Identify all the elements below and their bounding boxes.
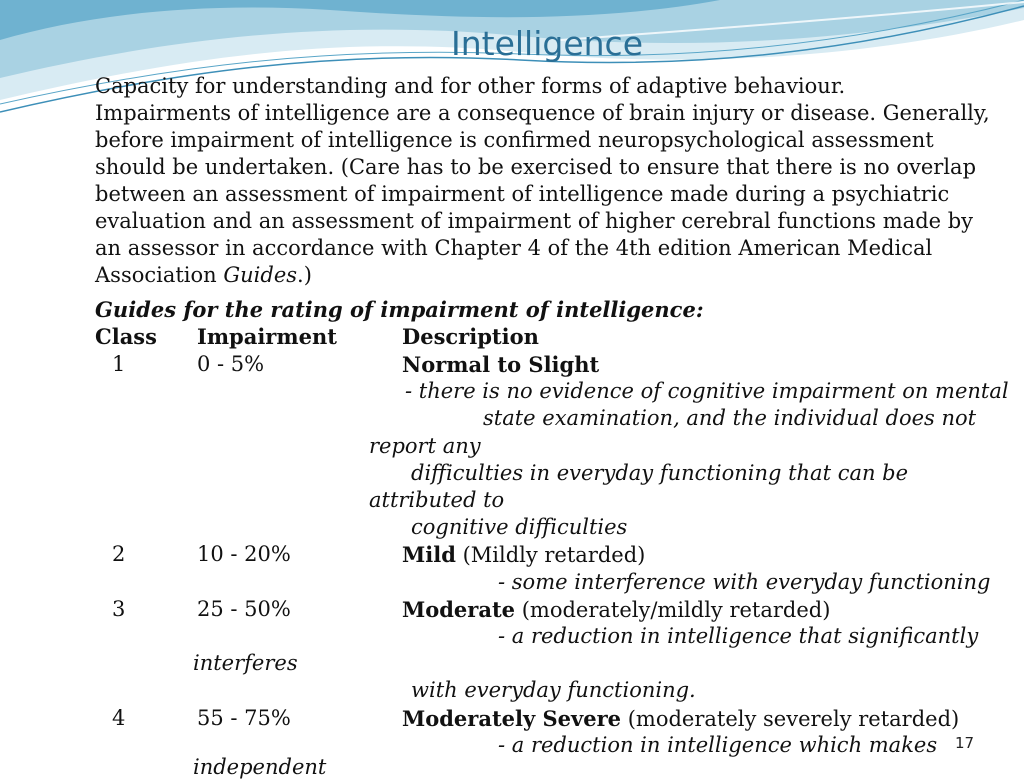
row-desc-line: - some interference with everyday functioning bbox=[498, 570, 991, 594]
row-level-line bbox=[402, 541, 645, 569]
row-class: 2 bbox=[112, 542, 126, 566]
row-class: 3 bbox=[112, 597, 126, 621]
row-level: Normal to Slight bbox=[402, 352, 600, 377]
intro-line: Impairments of intelligence are a consequence of brain injury or disease. Generally, bbox=[95, 101, 990, 125]
column-header-impairment: Impairment bbox=[197, 324, 337, 349]
intro-line-last bbox=[95, 262, 312, 289]
row-level-line bbox=[402, 705, 959, 733]
intro-last-italic: Guides bbox=[223, 263, 298, 287]
row-desc-line: - a reduction in intelligence that significantly bbox=[498, 624, 979, 648]
intro-last-suffix: .) bbox=[297, 263, 312, 287]
intro-line: between an assessment of impairment of intelligence made during a psychiatric bbox=[95, 182, 950, 206]
row-level-line bbox=[402, 351, 599, 379]
row-level: Mild bbox=[402, 542, 456, 567]
row-desc-line: state examination, and the individual does not bbox=[483, 406, 977, 430]
row-desc-line: attributed to bbox=[369, 488, 505, 512]
row-level: Moderate bbox=[402, 597, 516, 622]
row-desc-line: - there is no evidence of cognitive impairment on mental bbox=[405, 379, 1009, 403]
column-header-class: Class bbox=[95, 324, 157, 349]
intro-last-prefix: Association bbox=[95, 263, 224, 287]
row-level-line bbox=[402, 596, 830, 624]
row-desc-line: with everyday functioning. bbox=[411, 678, 696, 702]
row-qualifier: (moderately severely retarded) bbox=[621, 707, 960, 731]
intro-line: Capacity for understanding and for other forms of adaptive behaviour. bbox=[95, 74, 846, 98]
slide-title: Intelligence bbox=[450, 24, 643, 63]
row-qualifier: (Mildly retarded) bbox=[455, 543, 646, 567]
page-number: 17 bbox=[955, 734, 975, 752]
row-desc-line: difficulties in everyday functioning that can be bbox=[411, 461, 909, 485]
row-qualifier: (moderately/mildly retarded) bbox=[515, 598, 831, 622]
row-impairment: 0 - 5% bbox=[197, 352, 265, 376]
row-desc-line: interferes bbox=[193, 651, 298, 675]
column-header-description: Description bbox=[402, 324, 539, 349]
row-impairment: 10 - 20% bbox=[197, 542, 291, 566]
row-desc-line: - a reduction in intelligence which makes bbox=[498, 733, 938, 757]
guides-heading: Guides for the rating of impairment of intelligence: bbox=[95, 297, 704, 322]
intro-line: evaluation and an assessment of impairment of higher cerebral functions made by bbox=[95, 209, 974, 233]
row-desc-line: cognitive difficulties bbox=[411, 515, 628, 539]
row-level: Moderately Severe bbox=[402, 706, 622, 731]
intro-line: an assessor in accordance with Chapter 4 of the 4th edition American Medical bbox=[95, 236, 933, 260]
intro-line: should be undertaken. (Care has to be exercised to ensure that there is no overlap bbox=[95, 155, 977, 179]
intro-line: before impairment of intelligence is confirmed neuropsychological assessment bbox=[95, 128, 934, 152]
row-desc-line: independent bbox=[193, 755, 327, 779]
row-class: 1 bbox=[112, 352, 126, 376]
row-impairment: 55 - 75% bbox=[197, 706, 291, 730]
row-class: 4 bbox=[112, 706, 126, 730]
row-desc-line: report any bbox=[369, 434, 481, 458]
row-impairment: 25 - 50% bbox=[197, 597, 291, 621]
